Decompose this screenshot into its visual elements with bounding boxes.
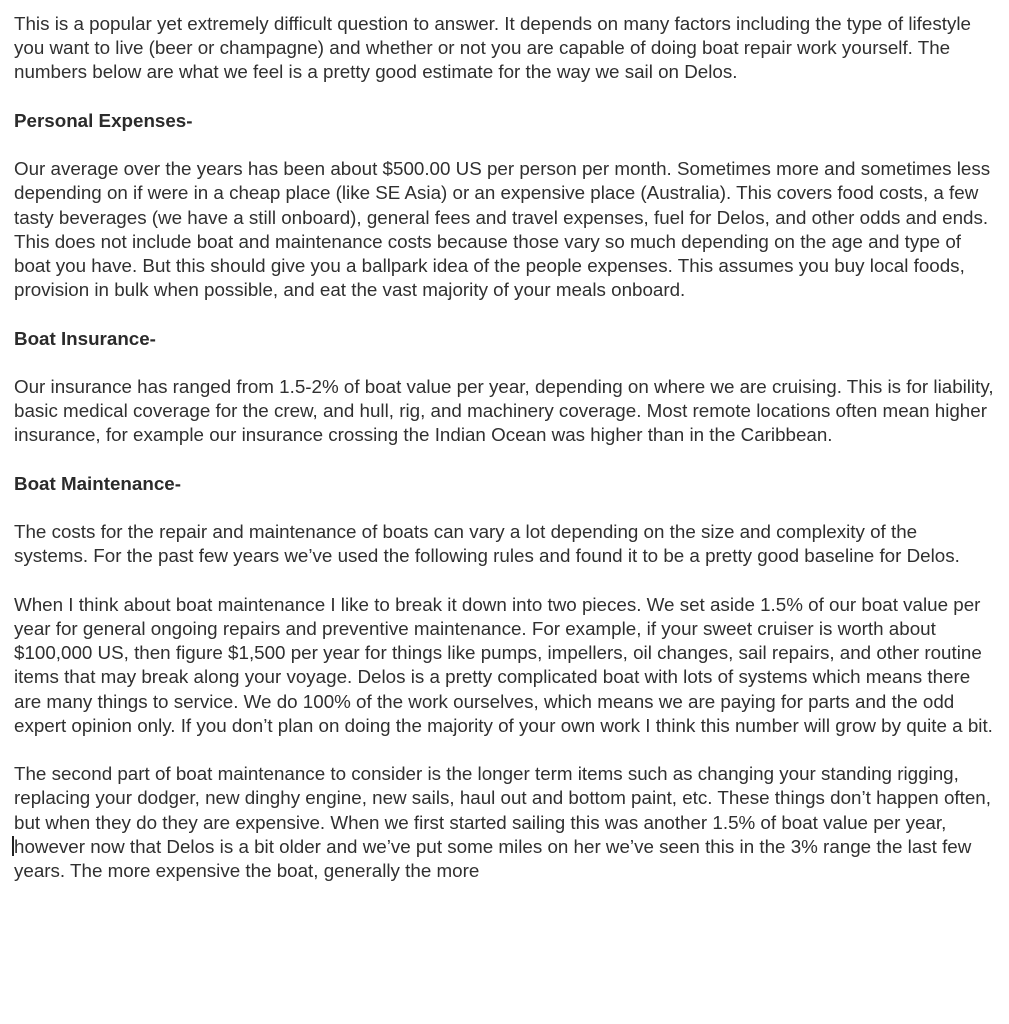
paragraph-maintenance-longterm[interactable]: The second part of boat maintenance to consider is the longer term items such as changing your standing rigging, replacing your dodger, new dinghy engine, new sails, haul out and bottom paint, etc. These things don’t happen often, but when they do they are expensive. When we first started sailing this was another 1.5% of boat value per year, however now that Delos is a bit older and we’ve put some miles on her we’ve seen this in the 3% range the last few years. The more expensive the boat, generally the more [14,763,991,881]
text-cursor-caret [12,836,14,856]
paragraph-boat-insurance[interactable]: Our insurance has ranged from 1.5-2% of boat value per year, depending on where we are cruising. This is for liability, basic medical coverage for the crew, and hull, rig, and machinery coverage. Most remote locations often mean higher insurance, for example our insurance crossing the Indian Ocean was higher than in the Caribbean. [14,375,994,446]
heading-boat-insurance[interactable]: Boat Insurance- [14,327,156,349]
heading-personal-expenses[interactable]: Personal Expenses- [14,109,193,131]
paragraph-personal-expenses[interactable]: Our average over the years has been about $500.00 US per person per month. Sometimes more and sometimes less depending on if were in a cheap place (like SE Asia) or an expensive place (Australia). This covers food costs, a few tasty beverages (we have a still onboard), general fees and travel expenses, fuel for Delos, and other odds and ends. This does not include boat and maintenance costs because those vary so much depending on the age and type of boat you have. But this should give you a ballpark idea of the people expenses. This assumes you buy local foods, provision in bulk when possible, and eat the vast majority of your meals onboard. [14,158,991,301]
paragraph-intro[interactable]: This is a popular yet extremely difficult question to answer. It depends on many factors including the type of lifestyle you want to live (beer or champagne) and whether or not you are capable of doing boat repair work yourself. The numbers below are what we feel is a pretty good estimate for the way we sail on Delos. [14,13,971,83]
heading-boat-maintenance[interactable]: Boat Maintenance- [14,472,181,494]
paragraph-maintenance-intro[interactable]: The costs for the repair and maintenance of boats can vary a lot depending on the size and complexity of the systems. For the past few years we’ve used the following rules and found it to be a pretty good baseline for Delos. [14,521,960,567]
paragraph-maintenance-ongoing[interactable]: When I think about boat maintenance I like to break it down into two pieces. We set aside 1.5% of our boat value per year for general ongoing repairs and preventive maintenance. For example, if your sweet cruiser is worth about $100,000 US, then figure $1,500 per year for things like pumps, impellers, oil changes, sail repairs, and other routine items that may break along your voyage. Delos is a pretty complicated boat with lots of systems which means there are many things to service. We do 100% of the work ourselves, which means we are paying for parts and the odd expert opinion only. If you don’t plan on doing the majority of your own work I think this number will grow by quite a bit. [14,593,993,736]
